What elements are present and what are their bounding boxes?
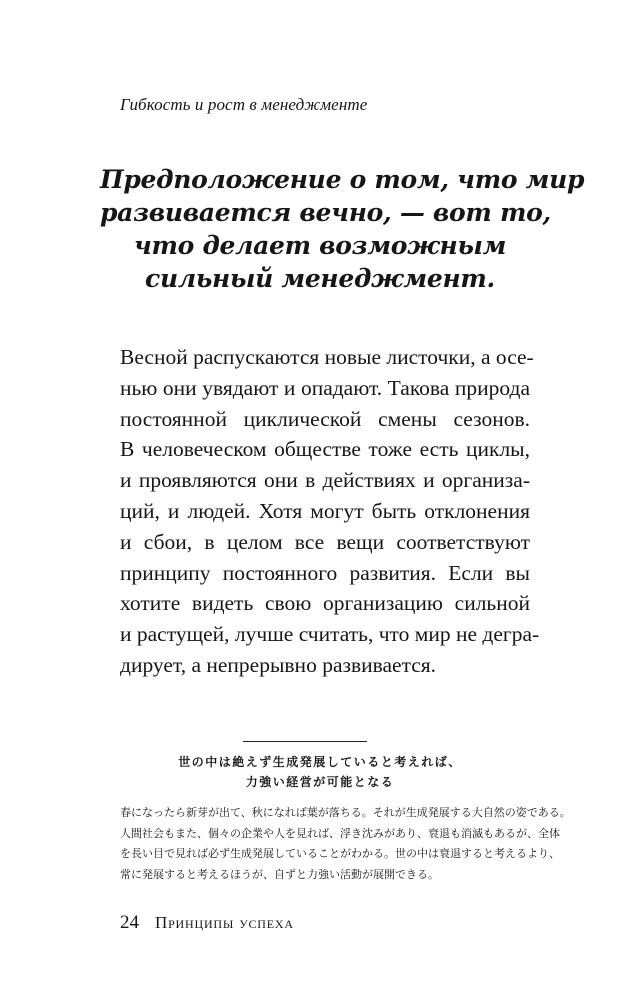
headline-line: развивается вечно, — вот то,	[100, 198, 551, 227]
body-line: В человеческом обществе тоже есть циклы,	[120, 437, 530, 462]
body-paragraph	[120, 342, 540, 681]
body-line: постоянной циклической смены сезонов.	[120, 406, 530, 431]
body-line: ций, и людей. Хотя могут быть отклонения	[120, 498, 530, 523]
japanese-body-line: 人間社会もまた、個々の企業や人を見れば、浮き沈みがあり、衰退も消滅もあるが、全体	[120, 826, 560, 840]
running-head: Гибкость и рост в менеджменте	[120, 95, 368, 114]
section-divider	[243, 741, 367, 742]
body-line: и растущей, лучше считать, что мир не дегра-	[120, 622, 540, 647]
book-title: Принципы успеха	[155, 913, 294, 932]
body-line: принципу постоянного развития. Если вы	[120, 560, 530, 585]
page-number: 24	[120, 912, 139, 933]
japanese-body-line: 常に発展すると考えるほうが、自ずと力強い活動が展開できる。	[120, 867, 439, 881]
japanese-body-line: を長い目で見れば必ず生成発展していることがわかる。世の中は衰退すると考えるより、	[120, 847, 560, 860]
headline-line: сильный менеджмент.	[145, 264, 495, 293]
headline-line: Предположение о том, что мир	[100, 165, 585, 194]
japanese-paragraph	[120, 803, 571, 885]
japanese-body-line: 春になったら新芽が出て、秋になれば葉が落ちる。それが生成発展する大自然の姿である。	[120, 806, 571, 819]
japanese-title	[110, 752, 530, 792]
japanese-title-line: 世の中は絶えず生成発展していると考えれば、	[178, 755, 462, 769]
body-line: дирует, а непрерывно развивается.	[120, 652, 437, 677]
headline-quote	[100, 163, 585, 295]
body-line: хотите видеть свою организацию сильной	[120, 591, 530, 616]
page-footer	[120, 912, 294, 934]
headline-line: что делает возможным	[133, 231, 507, 260]
body-line: и проявляются они в действиях и организа-	[120, 468, 530, 493]
body-line: Весной распускаются новые листочки, а осе-	[120, 345, 534, 369]
body-line: и сбои, в целом все вещи соответствуют	[120, 529, 530, 554]
japanese-title-line: 力強い経営が可能となる	[245, 775, 395, 789]
body-line: нью они увядают и опадают. Такова природа	[120, 375, 530, 400]
